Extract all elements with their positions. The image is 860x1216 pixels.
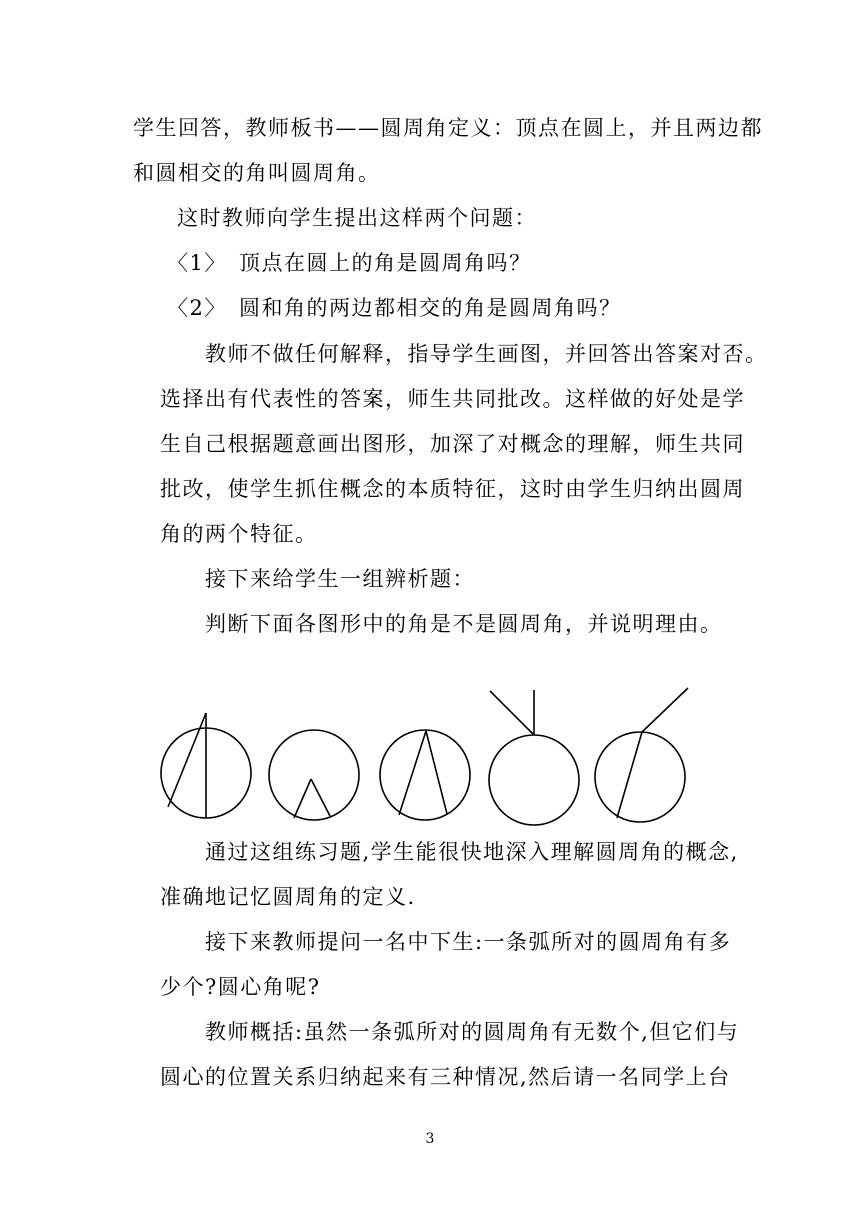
exercise-intro: 接下来给学生一组辨析题： (205, 567, 475, 591)
question-1-number: 〈1〉 (167, 251, 227, 275)
page-number: 3 (425, 1131, 435, 1147)
figure-5-side-b (617, 732, 642, 818)
definition-line-2: 和圆相交的角叫圆周角。 (133, 161, 381, 185)
paragraph-3-line-4: 批改，使学生抓住概念的本质特征，这时由学生归纳出圆周 (160, 477, 745, 501)
figure-5-side-a (642, 688, 688, 732)
figure-4-side-b (490, 691, 534, 735)
figure-5-circle (595, 732, 685, 822)
question-1-text: 顶点在圆上的角是圆周角吗？ (239, 251, 532, 275)
definition-line-1: 学生回答，教师板书——圆周角定义：顶点在圆上，并且两边都 (133, 116, 763, 140)
figure-4-circle (489, 735, 579, 825)
figure-3 (380, 730, 470, 820)
figure-2-side-b (311, 779, 330, 816)
figure-3-circle (380, 730, 470, 820)
paragraph-3-line-5: 角的两个特征。 (160, 522, 318, 546)
paragraph-3-line-3: 生自己根据题意画出图形，加深了对概念的理解，师生共同 (160, 432, 745, 456)
figure-1 (161, 713, 251, 818)
paragraph-3-line-2: 选择出有代表性的答案，师生共同批改。这样做的好处是学 (160, 387, 745, 411)
figure-2 (269, 730, 359, 820)
figure-2-circle (269, 730, 359, 820)
question-1 (167, 248, 532, 278)
question-2-text: 圆和角的两边都相交的角是圆周角吗？ (239, 296, 622, 320)
figure-1-side-b (168, 713, 206, 807)
exercise-prompt: 判断下面各图形中的角是不是圆周角，并说明理由。 (205, 612, 723, 636)
question-2-number: 〈2〉 (167, 296, 227, 320)
paragraph-7-line-2: 少个?圆心角呢? (160, 975, 321, 999)
figure-5 (595, 688, 688, 822)
paragraph-3-line-1: 教师不做任何解释，指导学生画图，并回答出答案对否。 (205, 342, 768, 366)
figure-3-side-a (399, 731, 426, 815)
figure-4 (489, 690, 579, 825)
paragraph-8-line-1: 教师概括:虽然一条弧所对的圆周角有无数个,但它们与 (205, 1020, 740, 1044)
figure-2-side-a (294, 779, 311, 818)
question-2 (167, 293, 622, 323)
paragraph-6-line-2: 准确地记忆圆周角的定义. (160, 885, 416, 909)
questions-intro: 这时教师向学生提出这样两个问题： (177, 206, 537, 230)
paragraph-6-line-1: 通过这组练习题,学生能很快地深入理解圆周角的概念, (205, 840, 739, 864)
paragraph-7-line-1: 接下来教师提问一名中下生:一条弧所对的圆周角有多 (205, 930, 732, 954)
figure-3-side-b (426, 731, 447, 814)
paragraph-8-line-2: 圆心的位置关系归纳起来有三种情况,然后请一名同学上台 (160, 1065, 731, 1089)
inscribed-angle-figures (150, 680, 695, 830)
